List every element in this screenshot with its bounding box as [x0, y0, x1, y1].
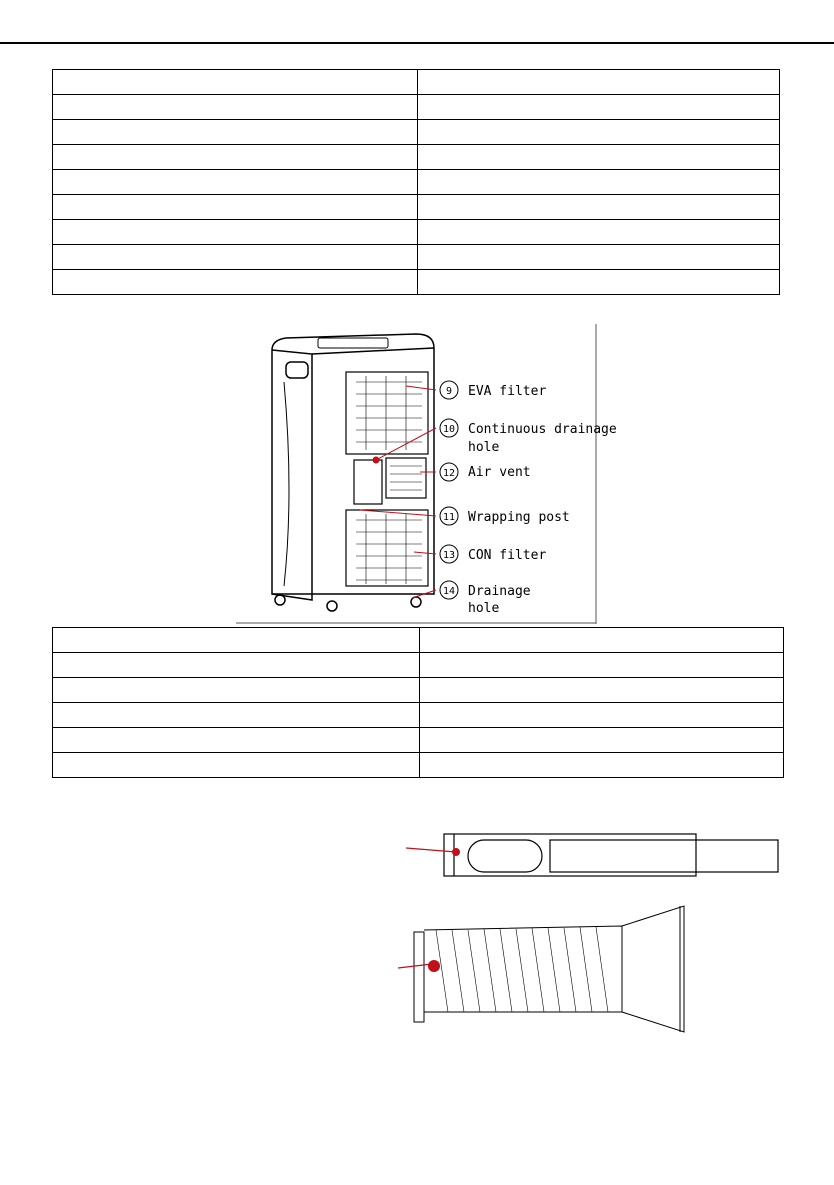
table-row: [53, 195, 780, 220]
callout-drainage: Drainage: [468, 584, 531, 599]
window-slider-figure: [400, 830, 784, 880]
callout-11-number: 11: [442, 512, 456, 523]
unit-body: [272, 334, 434, 624]
table-row: [53, 170, 780, 195]
table-row: [53, 628, 784, 653]
callout-air-vent: Air vent: [468, 465, 531, 480]
callout-eva-filter: EVA filter: [468, 384, 547, 399]
grille-pattern: [356, 376, 422, 584]
callout-continuous-drainage: Continuous drainage: [468, 422, 617, 437]
callout-10-number: 10: [442, 424, 456, 435]
callout-badges: [440, 381, 458, 599]
spec-table-bottom: [52, 627, 784, 778]
table-row: [53, 678, 784, 703]
callout-con-filter: CON filter: [468, 548, 547, 563]
unit-back-view-figure: [236, 324, 617, 624]
table-row: [53, 95, 780, 120]
exhaust-hose-figure: [396, 900, 696, 1034]
table-row: [53, 753, 784, 778]
header-rule: [0, 42, 834, 44]
callout-13-number: 13: [442, 550, 456, 561]
callout-continuous-drainage-line2: hole: [468, 440, 500, 455]
table-row: [53, 220, 780, 245]
table-row: [53, 270, 780, 295]
table-row: [53, 120, 780, 145]
table-row: [53, 728, 784, 753]
hose-leader-line: [398, 964, 432, 968]
callout-drainage-line2: hole: [468, 601, 500, 616]
slider-leader-line: [406, 848, 456, 852]
table-row: [53, 70, 780, 95]
slider-marker-dot: [452, 848, 460, 856]
callout-wrapping-post: Wrapping post: [468, 510, 570, 525]
callout-9-number: 9: [445, 386, 453, 397]
hose-marker-dot: [428, 960, 440, 972]
hose-ribs: [436, 927, 608, 1012]
callout-14-number: 14: [442, 586, 456, 597]
table-row: [53, 145, 780, 170]
spec-table-top: [52, 69, 780, 295]
table-row: [53, 703, 784, 728]
callout-12-number: 12: [442, 468, 456, 479]
table-row: [53, 245, 780, 270]
table-row: [53, 653, 784, 678]
